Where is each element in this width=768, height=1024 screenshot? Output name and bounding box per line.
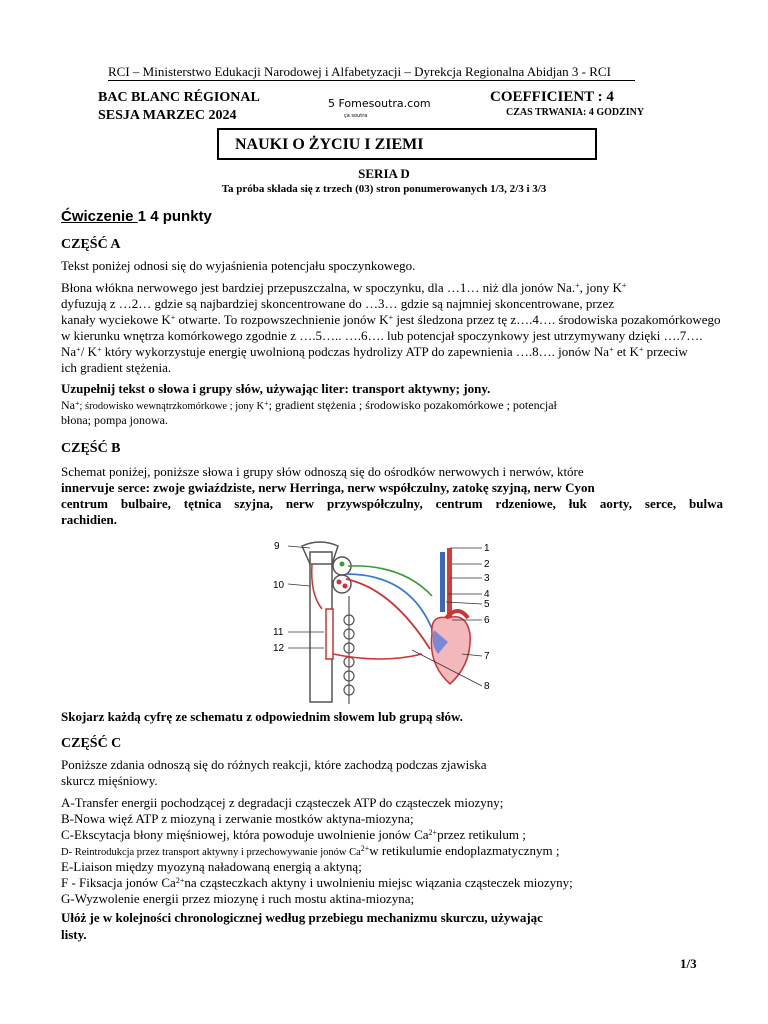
part-c-intro-1: Poniższe zdania odnoszą się do różnych reakcji, które zachodzą podczas zjawiska [61,757,487,772]
part-a-instruction: Uzupełnij tekst o słowa i grupy słów, używając liter: transport aktywny; jony. [61,381,491,396]
part-a-word-list-2: błona; pompa jonowa. [61,413,168,427]
part-b-instruction: Skojarz każdą cyfrę ze schematu z odpowiednim słowem lub grupą słów. [61,709,463,724]
vertebrae [344,596,354,704]
nerve-green [348,566,432,596]
ganglion-dot-red-2 [343,584,348,589]
logo-text: Fomesoutra.com [338,97,431,110]
label-3: 3 [484,573,490,584]
part-b-heading: CZĘŚĆ B [61,441,121,456]
step-d: D- Reintrodukcja przez transport aktywny i przechowywanie jonów $Ca^{2+}w$ retikulumie endoplazmatycznym ; [61,843,560,858]
step-c: C-Ekscytacja błony mięśniowej, która powoduje uwolnienie jonów $Ca^{2+}przez$ retikulum ; [61,827,526,842]
part-a-line-5: Na+/ K+ który wykorzystuje energię uwolnioną podczas hydrolizy ATP do zapewnienia ….8…. jonów Na+ et K+ przeciw [61,344,688,359]
label-9: 9 [274,541,280,552]
pages-note: Ta próba składa się z trzech (03) stron ponumerowanych 1/3, 2/3 i 3/3 [221,183,547,195]
part-a-line-3: kanały wyciekowe K+ otwarte. To rozpowszechnienie jonów K+ jest śledzona przez tę z….4…. środowiska pozakomórkowego [61,312,721,327]
label-11: 11 [273,627,284,638]
ganglion-dot-green [340,562,345,567]
logo-icon: 5 [328,97,339,110]
part-c-heading: CZĘŚĆ C [61,736,122,751]
part-a-line-2: dyfuzują z …2… gdzie są najbardziej skoncentrowane do …3… gdzie są najmniej skoncentrowane, przez [61,296,615,311]
nerve-heart-diagram [262,534,506,710]
label-8: 8 [484,681,490,692]
part-c-instruction-1: Ułóż je w kolejności chronologicznej według przebiegu mechanizmu skurczu, używając [61,910,543,925]
label-7: 7 [484,651,490,662]
step-b: B-Nowa więź ATP z miozyną i zerwanie mostków aktyna-miozyna; [61,811,414,826]
nerve-red-left [312,564,322,609]
logo [328,98,431,122]
part-b-line-3: centrum bulbaire, tętnica szyjna, nerw przywspółczulny, centrum rdzeniowe, łuk aorty, serce, bulwa [61,496,723,511]
part-a-line-6: ich gradient stężenia. [61,360,172,375]
part-b-line-1: Schemat poniżej, poniższe słowa i grupy słów odnoszą się do ośrodków nerwowych i nerwów, które [61,464,584,479]
coefficient: COEFFICIENT : 4 [490,89,614,105]
carotid-artery [447,548,452,618]
label-1: 1 [484,543,490,554]
label-10: 10 [273,580,285,591]
part-a-word-list: Na+; środowisko wewnątrzkomórkowe ; jony K+; gradient stężenia ; środowisko pozakomórkowe ; potencjał [61,398,557,412]
part-c-instruction-2: listy. [61,927,87,942]
jugular-vein [440,552,445,612]
duration: CZAS TRWANIA: 4 GODZINY [506,107,645,118]
exercise-title [61,208,212,226]
label-6: 6 [484,615,490,626]
spinal-center-tube [326,609,333,659]
page-number: 1/3 [680,956,697,971]
step-a: A-Transfer energii pochodzącej z degradacji cząsteczek ATP do cząsteczek miozyny; [61,795,504,810]
exam-name: BAC BLANC RÉGIONAL [98,90,260,105]
label-5: 5 [484,599,490,610]
ganglion-dot-red [337,580,342,585]
part-a-heading: CZĘŚĆ A [61,237,121,252]
ministry-header: RCI – Ministerstwo Edukacji Narodowej i Alfabetyzacji – Dyrekcja Regionalna Abidjan 3 - RCI [108,64,635,81]
logo-tagline: ça soutra [344,113,368,119]
label-12: 12 [273,643,285,654]
part-a-line-1: Błona włókna nerwowego jest bardziej przepuszczalna, w spoczynku, dla …1… niż dla jonów Na.+, jony K+ [61,280,627,295]
label-4: 4 [484,589,490,600]
label-2: 2 [484,559,490,570]
exercise-points: 1 4 punkty [137,208,212,225]
ganglion-lower [333,575,351,593]
series-label: SERIA D [358,166,410,181]
part-a-line-4: w kierunku wnętrza komórkowego zgodnie z ….5….. ….6…. lub potencjał spoczynkowy jest utrzymywany dzięki ….7…. [61,328,703,343]
exercise-word: Ćwiczenie [61,208,138,225]
part-c-intro-2: skurcz mięśniowy. [61,773,158,788]
step-e: E-Liaison między myozyną naładowaną energią a aktyną; [61,859,362,874]
part-b-line-4: rachidien. [61,512,117,527]
nerve-red [346,579,430,649]
exam-session: SESJA MARZEC 2024 [98,108,237,123]
step-f: F - Fiksacja jonów $Ca^{2+}na$ cząsteczkach aktyny i uwolnieniu miejsc wiązania cząsteczek miozyny; [61,875,573,890]
part-b-line-2: innervuje serce: zwoje gwiaździste, nerw Herringa, nerw współczulny, zatokę szyjną, nerw Cyon [61,480,595,495]
step-g: G-Wyzwolenie energii przez miozynę i ruch mostu aktina-miozyna; [61,891,415,906]
subject-title: NAUKI O ŻYCIU I ZIEMI [217,128,597,160]
part-a-intro: Tekst poniżej odnosi się do wyjaśnienia potencjału spoczynkowego. [61,258,416,273]
